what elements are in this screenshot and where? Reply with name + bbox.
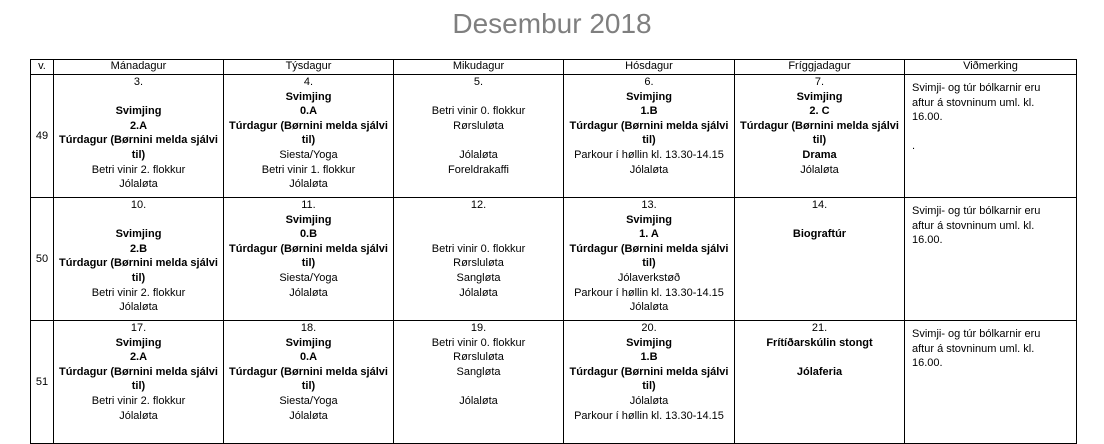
activity-line: Jólaløta — [459, 394, 498, 407]
activity-line: 1.B — [640, 105, 658, 118]
note-line: 16.00. — [912, 111, 943, 124]
activity-line: Túrdagur (Børnini melda sjálvi — [59, 134, 218, 147]
activity-line: Túrdagur (Børnini melda sjálvi — [59, 257, 218, 270]
activity-line: Jólaløta — [800, 163, 839, 176]
activity-line: Svimjing — [285, 336, 332, 349]
day-cell-thursday — [564, 321, 735, 444]
day-cell-monday — [54, 321, 224, 444]
day-cell-tuesday — [224, 198, 394, 321]
day-date: 11. — [301, 199, 316, 211]
activity-line: til) — [642, 380, 656, 393]
day-cell-thursday — [564, 75, 735, 198]
activity-line: 0.B — [299, 228, 318, 241]
week-row — [31, 75, 1077, 198]
activity-line — [735, 350, 904, 365]
week-number: 49 — [31, 75, 54, 198]
day-cell-monday — [54, 75, 224, 198]
day-cell-wednesday — [394, 198, 564, 321]
activity-line: Betri vinir 2. flokkur — [91, 394, 186, 407]
note-line: 16.00. — [912, 234, 943, 247]
activity-line: Túrdagur (Børnini melda sjálvi — [569, 365, 729, 378]
activity-line: Svimjing — [115, 228, 162, 241]
activity-line: til) — [301, 380, 316, 393]
note-line: Svimji- og túr bólkarnir eru — [912, 82, 1041, 94]
activity-line: Rørsluløta — [453, 257, 504, 270]
day-date: 3. — [133, 76, 144, 88]
note-line: aftur á stovninum uml. kl. — [912, 219, 1035, 232]
day-date: 14. — [811, 199, 828, 211]
day-date: 18. — [300, 322, 317, 334]
activity-line: til) — [131, 148, 146, 161]
activity-line: Svimjing — [626, 90, 672, 103]
activity-line: Betri vinir 0. flokkur — [431, 105, 526, 118]
day-cell-tuesday — [224, 75, 394, 198]
activity-line: Jólaferia — [796, 365, 843, 378]
day-date: 13. — [641, 199, 657, 211]
header-monday: Mánadagur — [54, 60, 224, 75]
activity-line: Túrdagur (Børnini melda sjálvi — [569, 119, 729, 132]
activity-line: Jólaløta — [459, 286, 498, 299]
activity-line: til) — [301, 257, 316, 270]
day-cell-monday — [54, 198, 224, 321]
note-cell — [905, 75, 1077, 198]
activity-line: Rørsluløta — [453, 351, 504, 364]
activity-line: Svimjing — [626, 336, 672, 349]
activity-line: Jólaløta — [119, 178, 158, 191]
activity-line: Jólaløta — [289, 178, 328, 191]
day-cell-friday — [735, 198, 905, 321]
activity-line — [394, 379, 563, 394]
week-number: 50 — [31, 198, 54, 321]
note-line: aftur á stovninum uml. kl. — [912, 96, 1035, 109]
day-cell-wednesday — [394, 75, 564, 198]
activity-line: Jólaløta — [629, 301, 669, 314]
week-number: 51 — [31, 321, 54, 444]
activity-line: Túrdagur (Børnini melda sjálvi — [740, 119, 899, 132]
activity-line: Betri vinir 2. flokkur — [91, 163, 186, 176]
activity-line: til) — [131, 380, 146, 393]
activity-line: til) — [812, 134, 827, 147]
day-date: 12. — [470, 199, 487, 211]
week-row — [31, 198, 1077, 321]
activity-line: 2. C — [809, 105, 830, 118]
activity-line: Sangløta — [456, 271, 501, 284]
note-line: Svimji- og túr bólkarnir eru — [912, 205, 1041, 217]
activity-line: 2.A — [129, 119, 148, 132]
page-title: Desembur 2018 — [452, 8, 652, 39]
activity-line: Sangløta — [456, 365, 501, 378]
activity-line: Svimjing — [115, 336, 162, 349]
header-wednesday: Mikudagur — [394, 60, 564, 75]
day-date: 17. — [130, 322, 147, 334]
day-date: 4. — [303, 76, 314, 88]
activity-line: Biograftúr — [792, 228, 847, 241]
activity-line: 2.A — [129, 351, 148, 364]
activity-line: Jólaløta — [629, 163, 669, 176]
note-line — [912, 125, 1072, 140]
activity-line: Jólaløta — [119, 301, 158, 314]
activity-line: Jólaløta — [289, 286, 328, 299]
activity-line: Drama — [802, 148, 837, 161]
activity-line: Túrdagur (Børnini melda sjálvi — [59, 365, 218, 378]
activity-line: Betri vinir 2. flokkur — [91, 286, 186, 299]
activity-line: til) — [642, 257, 656, 270]
activity-line: Betri vinir 0. flokkur — [431, 242, 526, 255]
activity-line: Betri vinir 1. flokkur — [261, 163, 356, 176]
activity-line: Túrdagur (Børnini melda sjálvi — [229, 365, 388, 378]
note-line: 16.00. — [912, 357, 943, 370]
week-row — [31, 321, 1077, 444]
activity-line: Túrdagur (Børnini melda sjálvi — [229, 119, 388, 132]
header-row — [31, 60, 1077, 75]
activity-line: Svimjing — [796, 90, 843, 103]
activity-line: 0.A — [299, 105, 318, 118]
activity-line: Frítíðarskúlin stongt — [766, 336, 873, 349]
day-cell-friday — [735, 321, 905, 444]
header-thursday: Hósdagur — [564, 60, 735, 75]
day-cell-tuesday — [224, 321, 394, 444]
calendar-table — [30, 59, 1077, 444]
header-week: v. — [31, 60, 54, 75]
activity-line — [54, 90, 223, 105]
activity-line: 1. A — [639, 228, 659, 241]
note-cell — [905, 321, 1077, 444]
activity-line: Svimjing — [115, 105, 162, 118]
activity-line: Jólaløta — [629, 394, 669, 407]
note-line: Svimji- og túr bólkarnir eru — [912, 328, 1041, 340]
day-date: 7. — [814, 76, 825, 88]
activity-line: Svimjing — [285, 90, 332, 103]
activity-line: Jólaløta — [459, 148, 498, 161]
header-tuesday: Týsdagur — [224, 60, 394, 75]
note-cell — [905, 198, 1077, 321]
activity-line: Jólaløta — [289, 409, 328, 422]
activity-line: Parkour í høllin kl. 13.30-14.15 — [574, 148, 724, 161]
activity-line — [394, 227, 563, 242]
activity-line: 0.A — [299, 351, 318, 364]
day-date: 19. — [470, 322, 487, 334]
activity-line: Siesta/Yoga — [279, 271, 338, 284]
activity-line: Svimjing — [626, 213, 672, 226]
activity-line: til) — [642, 134, 656, 147]
activity-line: Parkour í høllin kl. 13.30-14.15 — [574, 409, 724, 422]
day-cell-thursday — [564, 198, 735, 321]
day-date: 10. — [130, 199, 147, 211]
header-notes: Viðmerking — [905, 60, 1077, 75]
activity-line: Túrdagur (Børnini melda sjálvi — [229, 242, 388, 255]
activity-line — [394, 90, 563, 105]
activity-line — [735, 213, 904, 228]
day-date: 20. — [641, 322, 657, 334]
activity-line: Betri vinir 0. flokkur — [431, 336, 526, 349]
activity-line: Jólaverkstøð — [617, 271, 681, 284]
activity-line — [54, 213, 223, 228]
day-cell-friday — [735, 75, 905, 198]
activity-line: Svimjing — [285, 213, 332, 226]
activity-line: 1.B — [640, 351, 658, 364]
activity-line: Rørsluløta — [453, 119, 504, 132]
activity-line: 2.B — [129, 242, 148, 255]
activity-line: til) — [301, 134, 316, 147]
activity-line: Foreldrakaffi — [448, 163, 509, 176]
activity-line: Parkour í høllin kl. 13.30-14.15 — [574, 286, 724, 299]
day-date: 5. — [473, 76, 484, 88]
day-date: 6. — [644, 76, 654, 88]
activity-line — [394, 213, 563, 228]
day-cell-wednesday — [394, 321, 564, 444]
activity-line: Túrdagur (Børnini melda sjálvi — [569, 242, 729, 255]
activity-line: Jólaløta — [119, 409, 158, 422]
note-line: aftur á stovninum uml. kl. — [912, 342, 1035, 355]
header-friday: Fríggjadagur — [735, 60, 905, 75]
activity-line: Siesta/Yoga — [279, 394, 338, 407]
day-date: 21. — [811, 322, 828, 334]
activity-line: Siesta/Yoga — [279, 148, 338, 161]
note-line: . — [912, 140, 916, 153]
activity-line — [394, 133, 563, 148]
activity-line: til) — [131, 271, 146, 284]
